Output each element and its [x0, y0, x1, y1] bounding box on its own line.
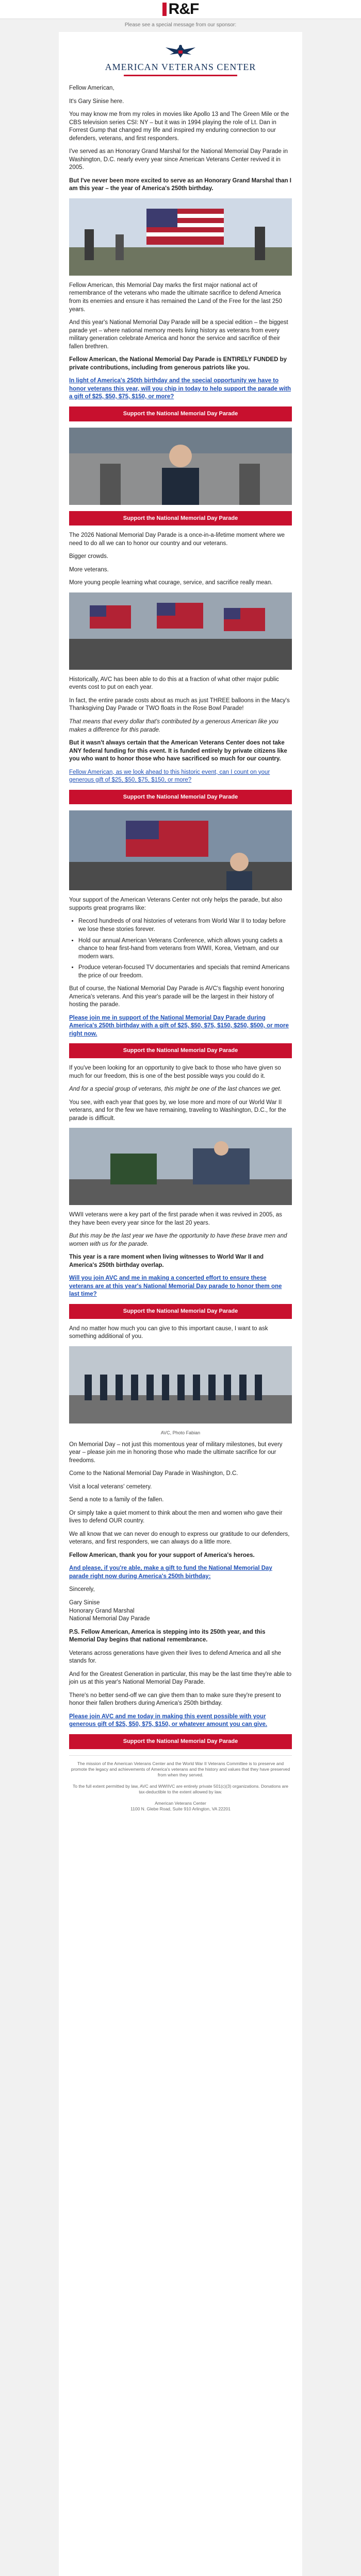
paragraph: Or simply take a quiet moment to think about the men and women who gave their lives to defend OUR country.	[69, 1510, 283, 1524]
paragraph: And this year's National Memorial Day Parade will be a special edition – the biggest parade yet – where national memory meets living history as veterans from every military generation celebrate America and honor the service and sacrifice of their fallen brethren.	[69, 319, 288, 350]
logo-bar-icon	[162, 3, 167, 16]
support-parade-button[interactable]: Support the National Memorial Day Parade	[69, 1734, 292, 1749]
paragraph: There's no better send-off we can give them than to make sure they're present to honor their fallen brothers during America's 250th birthday.	[69, 1692, 281, 1707]
paragraph: Visit a local veterans' cemetery.	[69, 1483, 152, 1490]
photo-caption: AVC, Photo Fabian	[160, 1430, 201, 1435]
postscript: P.S. Fellow American, America is stepping into its 250th year, and this Memorial Day begins that national remembrance.	[69, 1629, 266, 1643]
support-parade-button[interactable]: Support the National Memorial Day Parade	[69, 406, 292, 421]
paragraph: On Memorial Day – not just this momentous year of military milestones, but every year – please join me in honoring those who made the ultimate sacrifice for our freedoms.	[69, 1441, 283, 1464]
paragraph: Bigger crowds.	[69, 553, 109, 560]
paragraph: I've served as an Honorary Grand Marshal for the National Memorial Day Parade in Washington, D.C. nearly every year since American Veterans Center revived it in 2005.	[69, 148, 288, 171]
paragraph: More veterans.	[69, 566, 109, 573]
paragraph-bold: But I've never been more excited to serve as an Honorary Grand Marshal than I am this year – the year of America's 250th birthday.	[69, 177, 291, 192]
paragraph: Historically, AVC has been able to do this at a fraction of what other major public events cost to put on each year.	[69, 676, 279, 691]
paragraph: In fact, the entire parade costs about as much as just THREE balloons in the Macy's Thanksgiving Day Parade or TWO floats in the Rose Bowl Parade!	[69, 697, 290, 712]
paragraph: Veterans across generations have given their lives to defend America and all she stands for.	[69, 1650, 282, 1665]
greeting: Fellow American,	[69, 85, 114, 92]
paragraph-bold: Fellow American, thank you for your support of America's heroes.	[69, 1552, 255, 1558]
paragraph: And no matter how much you can give to this important cause, I want to ask something additional of you.	[69, 1325, 268, 1340]
card-footer	[69, 1755, 292, 1812]
donate-link[interactable]: In light of America's 250th birthday and the special opportunity we have to honor veterans this year, will you chip in today to help support the parade with a gift of $25, $50, $75, $150, or more?	[69, 378, 291, 400]
sincerely: Sincerely,	[69, 1586, 95, 1593]
photo-wwii-veterans	[69, 810, 292, 890]
list-item: • Hold our annual American Veterans Conference, which allows young cadets a chance to hear first-hand from veterans from WWII, Korea, Vietnam, and our modern wars.	[78, 937, 292, 961]
support-parade-button[interactable]: Support the National Memorial Day Parade	[69, 1304, 292, 1319]
paragraph-italic: And for a special group of veterans, this might be one of the last chances we get.	[69, 1086, 282, 1093]
signature-title: Honorary Grand Marshal	[69, 1607, 135, 1614]
paragraph-italic: But this may be the last year we have the opportunity to have these brave men and women with us for the parade.	[69, 1233, 287, 1247]
paragraph: Come to the National Memorial Day Parade in Washington, D.C.	[69, 1470, 238, 1477]
photo-marching-band	[69, 1346, 292, 1423]
footer-mission: The mission of the American Veterans Center and the World War II Veterans Committee is to preserve and promote the legacy and achievements of America's veterans and the history and values that they have preserved from when they served.	[71, 1760, 290, 1778]
paragraph-bold: This year is a rare moment when living witnesses to World War II and America's 250th birthday overlap.	[69, 1254, 264, 1268]
photo-flag-parade	[69, 198, 292, 276]
support-parade-button[interactable]: Support the National Memorial Day Parade	[69, 1043, 292, 1058]
paragraph: The 2026 National Memorial Day Parade is a once-in-a-lifetime moment where we need to do all we can to honor our country and our veterans.	[69, 532, 285, 547]
org-name: AMERICAN VETERANS CENTER	[105, 62, 256, 72]
footer-address: American Veterans Center	[155, 1800, 206, 1806]
preheader: Please see a special message from our sponsor:	[124, 22, 237, 28]
logo-text: R&F	[168, 1, 199, 18]
paragraph: If you've been looking for an opportunity to give back to those who have given so much for our freedom, this is one of the best possible ways you could do it.	[69, 1065, 281, 1079]
org-underline	[124, 75, 237, 76]
donate-link[interactable]: Please join AVC and me today in making this event possible with your generous gift of $25, $50, $75, $150, or whatever amount you can give.	[69, 1713, 268, 1728]
donate-link[interactable]: Fellow American, as we look ahead to this historic event, can I count on your generous gift of $25, $50, $75, $150, or more?	[69, 769, 270, 784]
paragraph: Send a note to a family of the fallen.	[69, 1497, 164, 1503]
eagle-icon	[162, 42, 199, 60]
footer-legal: To the full extent permitted by law, AVC and WWIIVC are entirely private 501(c)(3) organizations. Donations are tax-deductible to the extent allowed by law.	[73, 1783, 288, 1795]
donate-link[interactable]: Will you join AVC and me in making a concerted effort to ensure these veterans are at this year's National Memorial Day parade to honor them one last time?	[69, 1275, 282, 1298]
photo-gary-sinise	[69, 428, 292, 505]
donate-link[interactable]: And please, if you're able, make a gift to fund the National Memorial Day parade right now during America's 250th birthday:	[69, 1565, 272, 1580]
list-item: • Produce veteran-focused TV documentaries and specials that remind Americans the price of our freedom.	[78, 964, 292, 980]
paragraph: But of course, the National Memorial Day Parade is AVC's flagship event honoring America's veterans. And this year's parade will be the largest in their history of hosting the parade.	[69, 986, 284, 1008]
paragraph: More young people learning what courage, service, and sacrifice really mean.	[69, 580, 273, 586]
paragraph: And for the Greatest Generation in particular, this may be the last time they're able to join us at this year's National Memorial Day Parade.	[69, 1671, 292, 1686]
signature-block	[69, 1599, 292, 1623]
site-header	[0, 0, 361, 19]
paragraph: You may know me from my roles in movies like Apollo 13 and The Green Mile or the CBS television series CSI: NY – but it was in 1994 playing the role of Lt. Dan in Forrest Gump that changed my life and inspired my enduring connection to our defenders, veterans, and first responders.	[69, 111, 289, 142]
photo-veteran-parade	[69, 1128, 292, 1205]
paragraph: Your support of the American Veterans Center not only helps the parade, but also supports great programs like:	[69, 897, 283, 911]
paragraph: We all know that we can never do enough to express our gratitude to our defenders, veterans, and first responders, we can always do a little more.	[69, 1531, 290, 1546]
footer-address: 1100 N. Glebe Road, Suite 910 Arlington, VA 22201	[130, 1806, 231, 1812]
photo-crowd-flags	[69, 592, 292, 670]
list-item: • Record hundreds of oral histories of veterans from World War II to today before we lose these stories forever.	[78, 918, 292, 934]
program-list	[69, 918, 292, 980]
support-parade-button[interactable]: Support the National Memorial Day Parade	[69, 790, 292, 805]
paragraph-bold: But it wasn't always certain that the American Veterans Center does not take ANY federal funding for this event. It is funded entirely by private citizens like you who want to honor those who have sacrificed so much for our country.	[69, 740, 287, 762]
donate-link[interactable]: Please join me in support of the National Memorial Day Parade during America's 250th birthday with a gift of $25, $50, $75, $150, $250, $500, or more right now.	[69, 1014, 289, 1037]
email-card	[59, 32, 302, 2576]
org-logo	[69, 42, 292, 76]
support-parade-button[interactable]: Support the National Memorial Day Parade	[69, 511, 292, 526]
paragraph: WWII veterans were a key part of the first parade when it was revived in 2005, as they have been every year since for the last 20 years.	[69, 1212, 282, 1226]
paragraph: You see, with each year that goes by, we lose more and more of our World War II veterans, and for the few we have remaining, traveling to Washington, D.C., for the parade is difficult.	[69, 1099, 286, 1122]
paragraph-bold: Fellow American, the National Memorial Day Parade is ENTIRELY FUNDED by private contributions, including from generous patriots like you.	[69, 357, 287, 371]
paragraph-italic: That means that every dollar that's contributed by a generous American like you makes a difference for this parade.	[69, 719, 278, 733]
signature-name: Gary Sinise	[69, 1600, 100, 1606]
paragraph: Fellow American, this Memorial Day marks the first major national act of remembrance of the veterans who made the ultimate sacrifice to defend America from its enemies and ensure it has remained the Land of the Free for the last 250 years.	[69, 282, 282, 313]
rf-logo[interactable]	[162, 1, 199, 18]
paragraph: It's Gary Sinise here.	[69, 98, 124, 105]
signature-title: National Memorial Day Parade	[69, 1616, 150, 1622]
